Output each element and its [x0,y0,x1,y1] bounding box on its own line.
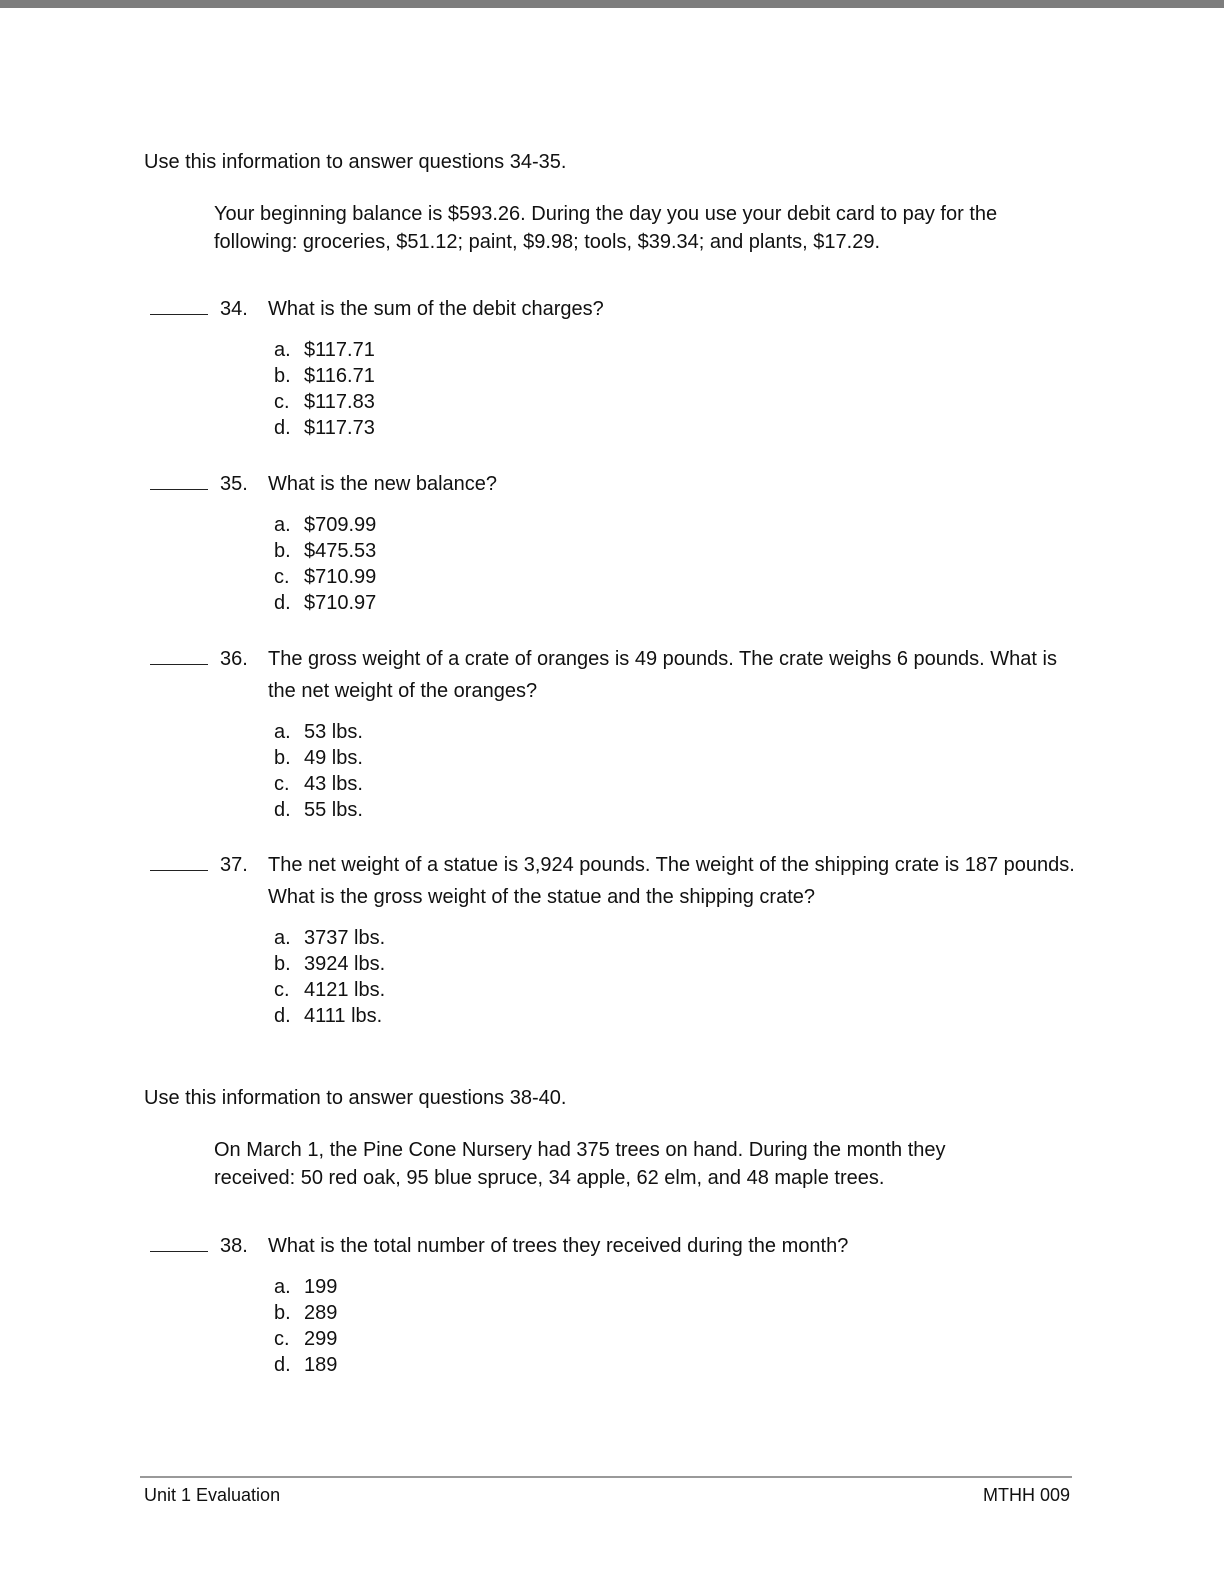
question-text: What is the sum of the debit charges? [268,298,604,320]
option-value: 4121 lbs. [304,979,386,1001]
footer-course-code: MTHH 009 [982,1485,1070,1505]
question-number: 34. [220,298,248,320]
answer-options [274,337,375,441]
option-value: 4111 lbs. [304,1005,383,1027]
option-d [274,1003,385,1029]
answer-blank[interactable] [150,314,208,315]
option-letter: b. [274,953,291,975]
option-letter: d. [274,417,291,439]
option-letter: d. [274,1005,291,1027]
footer-unit-title: Unit 1 Evaluation [144,1485,281,1505]
option-value: 299 [304,1328,338,1350]
answer-blank[interactable] [150,1251,208,1252]
question-text: The net weight of a statue is 3,924 pounds. The weight of the shipping crate is 187 pounds. What is the gross weight of the statue and the shipping crate? [268,854,1075,908]
option-value: $475.53 [304,540,377,562]
option-letter: a. [274,927,291,949]
section-intro: Use this information to answer questions 34-35. [144,151,567,173]
info-line: On March 1, the Pine Cone Nursery had 375 trees on hand. During the month they [214,1139,946,1161]
option-letter: c. [274,391,290,413]
section-info [214,1136,1074,1192]
option-value: 43 lbs. [304,773,363,795]
option-letter: a. [274,514,291,536]
option-value: 289 [304,1302,338,1324]
option-d [274,797,363,823]
answer-options [274,1274,337,1378]
question-text: What is the new balance? [268,473,498,495]
option-letter: d. [274,799,291,821]
info-line: received: 50 red oak, 95 blue spruce, 34 apple, 62 elm, and 48 maple trees. [214,1167,885,1189]
answer-blank[interactable] [150,870,208,871]
option-letter: b. [274,1302,291,1324]
question-text: The gross weight of a crate of oranges is 49 pounds. The crate weighs 6 pounds. What is the net weight of the oranges? [268,648,1057,702]
option-a [274,337,375,363]
option-letter: b. [274,747,291,769]
option-value: 55 lbs. [304,799,363,821]
option-value: 3737 lbs. [304,927,386,949]
option-letter: c. [274,773,290,795]
option-letter: a. [274,339,291,361]
option-letter: d. [274,592,291,614]
option-letter: b. [274,540,291,562]
question-text: What is the total number of trees they received during the month? [268,1235,849,1257]
option-c [274,977,385,1003]
option-value: 199 [304,1276,338,1298]
option-letter: a. [274,721,291,743]
option-b [274,951,385,977]
option-a [274,1274,337,1300]
option-c [274,1326,337,1352]
answer-blank[interactable] [150,489,208,490]
option-value: $117.73 [304,417,375,439]
info-line: Your beginning balance is $593.26. During the day you use your debit card to pay for the [214,203,998,225]
option-value: 53 lbs. [304,721,363,743]
option-d [274,1352,337,1378]
option-letter: c. [274,566,290,588]
option-value: $117.71 [304,339,375,361]
option-value: 49 lbs. [304,747,363,769]
option-c [274,564,376,590]
answer-blank[interactable] [150,664,208,665]
option-letter: c. [274,1328,290,1350]
option-letter: d. [274,1354,291,1376]
option-value: 189 [304,1354,338,1376]
option-a [274,719,363,745]
option-value: $117.83 [304,391,375,413]
option-d [274,590,376,616]
option-value: $710.97 [304,592,377,614]
question-number: 38. [220,1235,248,1257]
option-letter: c. [274,979,290,1001]
option-value: $709.99 [304,514,377,536]
option-value: $710.99 [304,566,377,588]
option-c [274,771,363,797]
option-b [274,745,363,771]
option-value: 3924 lbs. [304,953,386,975]
section-intro: Use this information to answer questions 38-40. [144,1087,567,1109]
answer-options [274,512,376,616]
section-info [214,200,1074,256]
option-b [274,1300,337,1326]
option-d [274,415,375,441]
question-number: 37. [220,854,248,876]
question-number: 35. [220,473,248,495]
option-letter: b. [274,365,291,387]
option-b [274,363,375,389]
option-a [274,512,376,538]
option-c [274,389,375,415]
option-value: $116.71 [304,365,375,387]
option-b [274,538,376,564]
info-line: following: groceries, $51.12; paint, $9.98; tools, $39.34; and plants, $17.29. [214,231,881,253]
answer-options [274,925,385,1029]
footer-divider [140,1476,1072,1478]
question-number: 36. [220,648,248,670]
answer-options [274,719,363,823]
option-a [274,925,385,951]
option-letter: a. [274,1276,291,1298]
